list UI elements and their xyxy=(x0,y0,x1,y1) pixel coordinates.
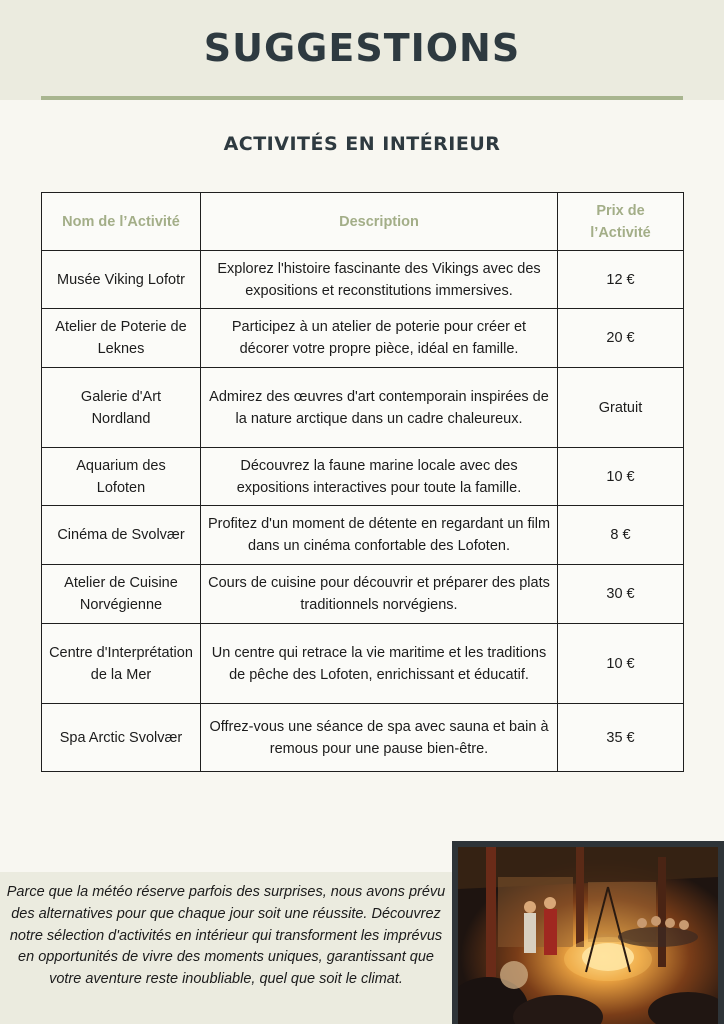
activity-name: Spa Arctic Svolvær xyxy=(42,704,201,772)
viking-hall-illustration xyxy=(458,847,718,1024)
activity-name: Atelier de Cuisine Norvégienne xyxy=(42,565,201,624)
page-title: SUGGESTIONS xyxy=(203,26,521,70)
activity-description: Cours de cuisine pour découvrir et préparer des plats traditionnels norvégiens. xyxy=(201,565,558,624)
table-row xyxy=(42,309,684,368)
activity-name: Musée Viking Lofotr xyxy=(42,251,201,309)
activity-description: Explorez l'histoire fascinante des Vikings avec des expositions et reconstitutions immersives. xyxy=(201,251,558,309)
activity-description: Participez à un atelier de poterie pour créer et décorer votre propre pièce, idéal en famille. xyxy=(201,309,558,368)
activity-price: 10 € xyxy=(558,624,684,704)
table-row xyxy=(42,448,684,506)
activity-price: 20 € xyxy=(558,309,684,368)
viking-hall-photo xyxy=(452,841,724,1024)
activity-name: Cinéma de Svolvær xyxy=(42,506,201,565)
activity-price: 35 € xyxy=(558,704,684,772)
activity-description: Profitez d'un moment de détente en regardant un film dans un cinéma confortable des Lofoten. xyxy=(201,506,558,565)
column-header-description: Description xyxy=(201,193,558,251)
activity-description: Un centre qui retrace la vie maritime et les traditions de pêche des Lofoten, enrichissant et éducatif. xyxy=(201,624,558,704)
activity-price: 30 € xyxy=(558,565,684,624)
table-row xyxy=(42,251,684,309)
activity-description: Découvrez la faune marine locale avec des expositions interactives pour toute la famille. xyxy=(201,448,558,506)
column-header-name: Nom de l’Activité xyxy=(42,193,201,251)
activity-price: 10 € xyxy=(558,448,684,506)
activity-name: Centre d'Interprétation de la Mer xyxy=(42,624,201,704)
table-row xyxy=(42,704,684,772)
table-header-row xyxy=(42,193,684,251)
table-row xyxy=(42,565,684,624)
section-title: ACTIVITÉS EN INTÉRIEUR xyxy=(223,133,501,155)
column-header-price: Prix de l’Activité xyxy=(558,193,684,251)
activity-name: Galerie d'Art Nordland xyxy=(42,368,201,448)
footer-text: Parce que la météo réserve parfois des surprises, nous avons prévu des alternatives pour que chaque jour soit une réussite. Découvrez notre sélection d'activités en intérieur qui transforment les imprévus en opportunités de vivre des moments uniques, garantissant que votre aventure reste inoubliable, quel que soit le climat. xyxy=(6,884,446,988)
activity-name: Atelier de Poterie de Leknes xyxy=(42,309,201,368)
header-divider xyxy=(41,96,683,100)
activity-price: 8 € xyxy=(558,506,684,565)
activity-description: Offrez-vous une séance de spa avec sauna et bain à remous pour une pause bien-être. xyxy=(201,704,558,772)
table-row xyxy=(42,624,684,704)
activity-price: 12 € xyxy=(558,251,684,309)
table-row xyxy=(42,506,684,565)
activity-name: Aquarium des Lofoten xyxy=(42,448,201,506)
activities-table xyxy=(41,192,684,772)
activity-description: Admirez des œuvres d'art contemporain inspirées de la nature arctique dans un cadre chaleureux. xyxy=(201,368,558,448)
activity-price: Gratuit xyxy=(558,368,684,448)
table-row xyxy=(42,368,684,448)
